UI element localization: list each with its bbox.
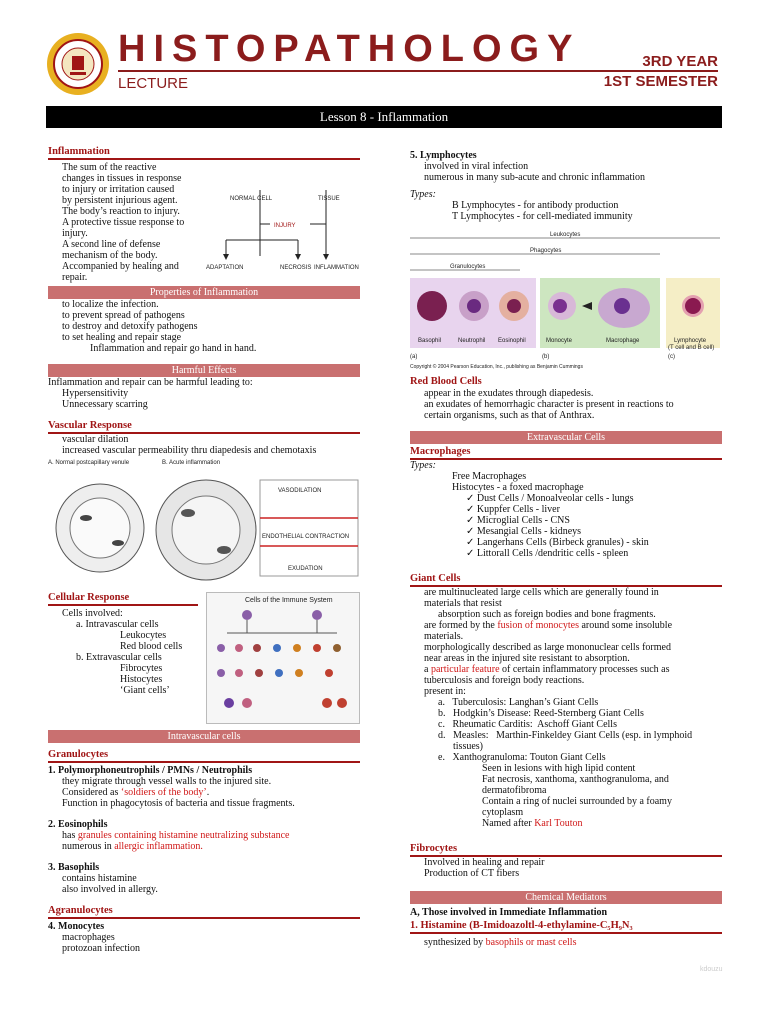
footer-watermark: kdouzu <box>700 966 723 973</box>
year-semester <box>604 52 718 92</box>
vascular-label-endo: ENDOTHELIAL CONTRACTION <box>262 534 350 540</box>
diagram-adaptation: ADAPTATION <box>206 265 244 271</box>
diagram-tissue: TISSUE <box>318 196 340 202</box>
section-cellular: Cellular Response <box>48 592 198 606</box>
section-inflammation: Inflammation <box>48 146 360 160</box>
vascular-label-b: B. Acute inflammation <box>162 460 221 466</box>
section-fibrocytes: Fibrocytes <box>410 843 722 857</box>
section-granulocytes: Granulocytes <box>48 749 360 763</box>
section-properties: Properties of Inflammation <box>48 286 360 299</box>
semester-label: 1ST SEMESTER <box>603 73 718 90</box>
year-label: 3RD YEAR <box>642 53 718 70</box>
diagram-inflammation: INFLAMMATION <box>314 265 359 271</box>
properties-note: Inflammation and repair go hand in hand. <box>90 343 257 354</box>
section-macrophages: Macrophages <box>410 446 722 460</box>
left-column: Inflammation The sum of the reactive changes in tissues in response to injury or irritation caused by persistent injurious agent. The body’s reaction to injury. A protective tissue response to injury. A second line of defense mechanism of the body. Accompanied by healing and repair. NORMAL CELL TISSUE INJURY ADAPTATION NECROSIS INFLAMMATION Properties of Inflammation to localize the infection. to prevent spread of pathogens to destroy and detoxify pathogens to set healing and repair stage Inflammation and repair go hand in hand. Harmful Effects Inflammation and repair can be harmful leading to: Hypersensitivity Unnecessary scarring Vascular Response vascular dilation increased vascular permeability thru diapedesis and chemotaxis A. Normal postcapillary venule B. Acute inflammation VASODILATION ENDOTHELIAL CONTRACTION EXUDATION Cellular Response Cells involved: a. Intravascular cells Leukocytes Red blood cells b. Extravascular cells Fibrocytes Histocytes ‘Giant cells’ Cells of the Immune System Intravascular cells Granulocytes 1. Polymorphoneutrophils / PMNs / Neutrophils they migrate through vessel walls to the injured site. Considered as ‘soldiers of the body’. Function in phagocytosis of bacteria and tissue fragments. 2. Eosinophils has granules containing histamine neutralizing substance numerous in allergic inflammation. 3. Basophils contains histamine also involved in allergy. Agranulocytes 4. Monocytes macrophages protozoan infection <box>48 146 360 954</box>
header-title: HISTOPATHOLOGY <box>118 28 581 70</box>
leukocytes-figure: Leukocytes Phagocytes Granulocytes Basophil Neutrophil Eosinophil Monocyte Macrophage Lymphocyte (T cell and B cell) (a) (b) (c) Copyright © 2004 Pearson Education, Inc., publishing as Benjamin Cummings <box>410 226 722 376</box>
section-vascular: Vascular Response <box>48 420 360 434</box>
diagram-injury: INJURY <box>274 223 296 229</box>
diagram-necrosis: NECROSIS <box>280 265 312 271</box>
inflammation-text: The sum of the reactive changes in tissues in response to injury or irritation caused by persistent injurious agent. The body’s reaction to injury. A protective tissue response to injury. A second line of defense mechanism of the body. Accompanied by healing and repair. <box>62 162 185 283</box>
section-rbc: Red Blood Cells <box>410 376 482 387</box>
section-intravascular: Intravascular cells <box>48 730 360 743</box>
section-harmful: Harmful Effects <box>48 364 360 377</box>
vascular-label-a: A. Normal postcapillary venule <box>48 460 130 466</box>
cellular-text: Cells involved: a. Intravascular cells Leukocytes Red blood cells b. Extravascular cells Fibrocytes Histocytes ‘Giant cells’ <box>62 608 183 696</box>
vascular-label-vaso: VASODILATION <box>278 488 322 494</box>
right-column: 5. Lymphocytes involved in viral infection numerous in many sub-acute and chronic inflammation Types: B Lymphocytes - for antibody production T Lymphocytes - for cell-mediated immunity Leukocytes Phagocytes Granulocytes Basophil Neutrophil Eosinophil Monocyte Macrophage Lymphocyte (T cell and B cell) (a) (b) (c) Copyright © 2004 Pearson Education, Inc., publishing as Benjamin Cummings Red Blood Cells appear in the exudates through diapedesis. an exudates of hemorrhagic character is present in reactions to certain organisms, such as that of Anthrax. Extravascular Cells Macrophages Types: Free Macrophages Histocytes - a foxed macrophage ✓ Dust Cells / Monoalveolar cells - lungs ✓ Kuppfer Cells - liver ✓ Microglial Cells - CNS ✓ Mesangial Cells - kidneys ✓ Langerhans Cells (Birbeck granules) - skin ✓ Littorall Cells /dendritic cells - spleen Giant Cells are multinucleated large cells which are generally found in materials that resist absorption such as foreign bodies and bone fragments. are formed by the fusion of monocytes around some insoluble materials. morphologically described as large mononuclear cells formed near areas in the injured site resistant to absorption. a particular feature of certain inflammatory processes such as tuberculosis and foreign body reactions. present in: a. Tuberculosis: Langhan’s Giant Cells b. Hodgkin’s Disease: Reed-Sternberg Giant Cells c. Rheumatic Carditis: Aschoff Giant Cells d. Measles: Marthin-Finkeldey Giant Cells (esp. in lymphoid tissues) e. Xanthogranuloma: Touton Giant Cells Seen in lesions with high lipid content Fat necrosis, xanthoma, xanthogranuloma, and dermatofibroma Contain a ring of nuclei surrounded by a foamy cytoplasm Named after Karl Touton Fibrocytes Involved in healing and repair Production of CT fibers Chemical Mediators A, Those involved in Immediate Inflammation 1. Histamine (B-Imidoazoltl-4-ethylamine-C₅H₉N₃ synthesized by basophils or mast cells <box>410 150 722 948</box>
vascular-figure <box>48 458 360 588</box>
immune-cells-figure: Cells of the Immune System <box>206 592 360 724</box>
section-agranulocytes: Agranulocytes <box>48 905 360 919</box>
section-extravascular: Extravascular Cells <box>410 431 722 444</box>
lesson-title-bar: Lesson 8 - Inflammation <box>46 106 722 128</box>
section-giant-cells: Giant Cells <box>410 573 722 587</box>
university-seal-logo <box>46 32 110 96</box>
vascular-label-exu: EXUDATION <box>288 566 323 572</box>
header-subtitle: LECTURE <box>118 75 189 92</box>
lymphocytes-title: 5. Lymphocytes <box>410 150 477 161</box>
section-chemical-mediators: Chemical Mediators <box>410 891 722 904</box>
histamine-title: 1. Histamine (B-Imidoazoltl-4-ethylamine-C₅H₉N₃ <box>410 920 722 934</box>
diagram-normal-cell: NORMAL CELL <box>230 196 273 202</box>
